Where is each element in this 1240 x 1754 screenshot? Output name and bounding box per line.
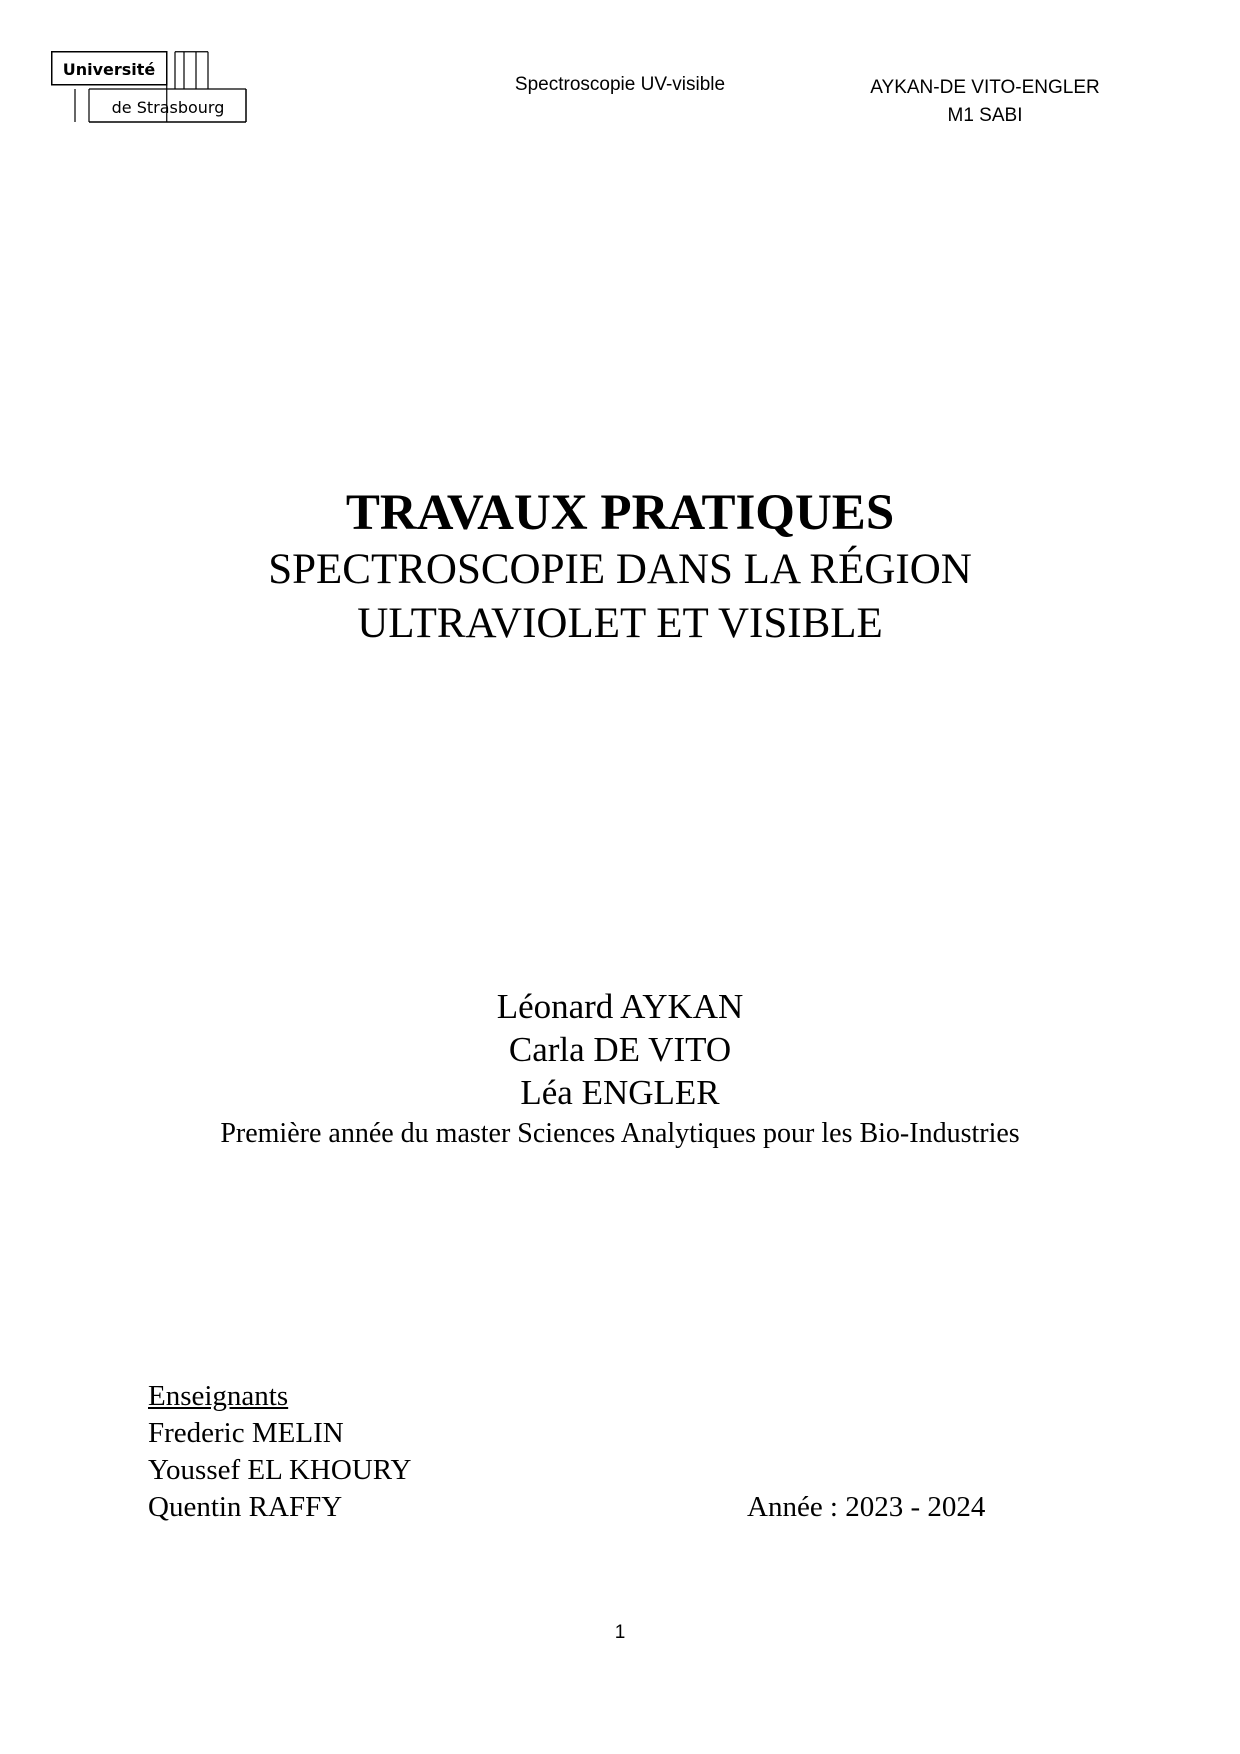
header-class: M1 SABI: [947, 105, 1023, 126]
title-block: [0, 483, 1240, 651]
author-name: Léonard AYKAN: [496, 987, 744, 1026]
header-right: [840, 74, 1130, 130]
program-line: Première année du master Sciences Analytiques pour les Bio-Industries: [220, 1118, 1020, 1149]
author-name: Léa ENGLER: [520, 1073, 720, 1112]
subtitle-line-1: SPECTROSCOPIE DANS LA RÉGION: [268, 546, 972, 593]
authors-block: [0, 985, 1240, 1154]
academic-year: Année : 2023 - 2024: [747, 1491, 986, 1523]
logo-line1: Université: [62, 60, 156, 79]
page-title: TRAVAUX PRATIQUES: [345, 485, 895, 541]
university-logo: [51, 51, 247, 123]
teachers-heading: Enseignants: [148, 1380, 289, 1412]
teacher-name: Quentin RAFFY: [148, 1491, 343, 1523]
page-number: 1: [614, 1622, 626, 1643]
teacher-name: Youssef EL KHOURY: [148, 1454, 412, 1486]
header-course: Spectroscopie UV-visible: [514, 74, 726, 95]
logo-line2: de Strasbourg: [111, 98, 225, 117]
header-authors: AYKAN-DE VITO-ENGLER: [870, 77, 1100, 98]
author-name: Carla DE VITO: [508, 1030, 732, 1069]
subtitle-line-2: ULTRAVIOLET ET VISIBLE: [357, 600, 883, 647]
teachers-block: [148, 1378, 411, 1526]
teacher-name: Frederic MELIN: [148, 1417, 344, 1449]
